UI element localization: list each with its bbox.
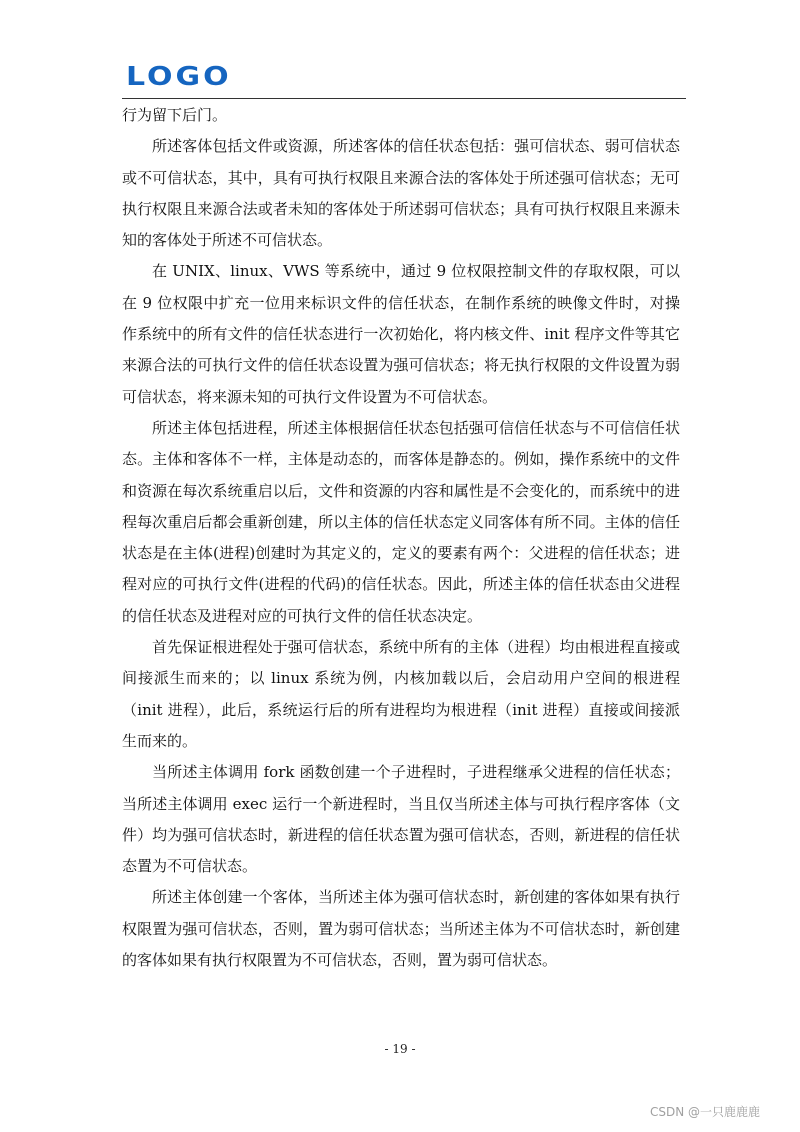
paragraph-object-trust-states: 所述客体包括文件或资源，所述客体的信任状态包括：强可信状态、弱可信状态或不可信状态，其中，具有可执行权限且来源合法的客体处于所述强可信状态；无可执行权限且来源合法或者未知的客体处于所述弱可信状态；具有可执行权限且来源未知的客体处于所述不可信状态。 xyxy=(122,137,680,250)
paragraph-root-process: 首先保证根进程处于强可信状态，系统中所有的主体（进程）均由根进程直接或间接派生而来的；以 linux 系统为例，内核加载以后，会启动用户空间的根进程（init 进程），此后，系统运行后的所有进程均为根进程（init 进程）直接或间接派生而来的。 xyxy=(122,638,680,750)
paragraph-subject-trust-states: 所述主体包括进程，所述主体根据信任状态包括强可信信任状态与不可信信任状态。主体和客体不一样，主体是动态的，而客体是静态的。例如，操作系统中的文件和资源在每次系统重启以后，文件和资源的内容和属性是不会变化的，而系统中的进程每次重启后都会重新创建，所以主体的信任状态定义同客体有所不同。主体的信任状态是在主体(进程)创建时为其定义的，定义的要素有两个：父进程的信任状态；进程对应的可执行文件(进程的代码)的信任状态。因此，所述主体的信任状态由父进程的信任状态及进程对应的可执行文件的信任状态决定。 xyxy=(122,418,680,625)
paragraph-fork-exec: 当所述主体调用 fork 函数创建一个子进程时，子进程继承父进程的信任状态；当所述主体调用 exec 运行一个新进程时，当且仅当所述主体与可执行程序客体（文件）均为强可信状态时，新进程的信任状态置为强可信状态，否则，新进程的信任状态置为不可信状态。 xyxy=(122,763,680,876)
document-body xyxy=(122,100,680,976)
header-divider xyxy=(122,98,686,99)
page-number: - 19 - xyxy=(384,1042,416,1056)
paragraph-object-creation: 所述主体创建一个客体，当所述主体为强可信状态时，新创建的客体如果有执行权限置为强可信状态，否则，置为弱可信状态；当所述主体为不可信状态时，新创建的客体如果有执行权限置为不可信状态，否则，置为弱可信状态。 xyxy=(122,888,680,970)
logo: LOGO xyxy=(126,62,232,92)
paragraph-unix-permissions: 在 UNIX、linux、VWS 等系统中，通过 9 位权限控制文件的存取权限，可以在 9 位权限中扩充一位用来标识文件的信任状态，在制作系统的映像文件时，对操作系统中的所有文件的信任状态进行一次初始化，将内核文件、init 程序文件等其它来源合法的可执行文件的信任状态设置为强可信状态；将无执行权限的文件设置为弱可信状态，将来源未知的可执行文件设置为不可信状态。 xyxy=(122,262,680,406)
watermark: CSDN @一只鹿鹿鹿 xyxy=(649,1105,760,1119)
paragraph-continuation: 行为留下后门。 xyxy=(122,106,228,124)
